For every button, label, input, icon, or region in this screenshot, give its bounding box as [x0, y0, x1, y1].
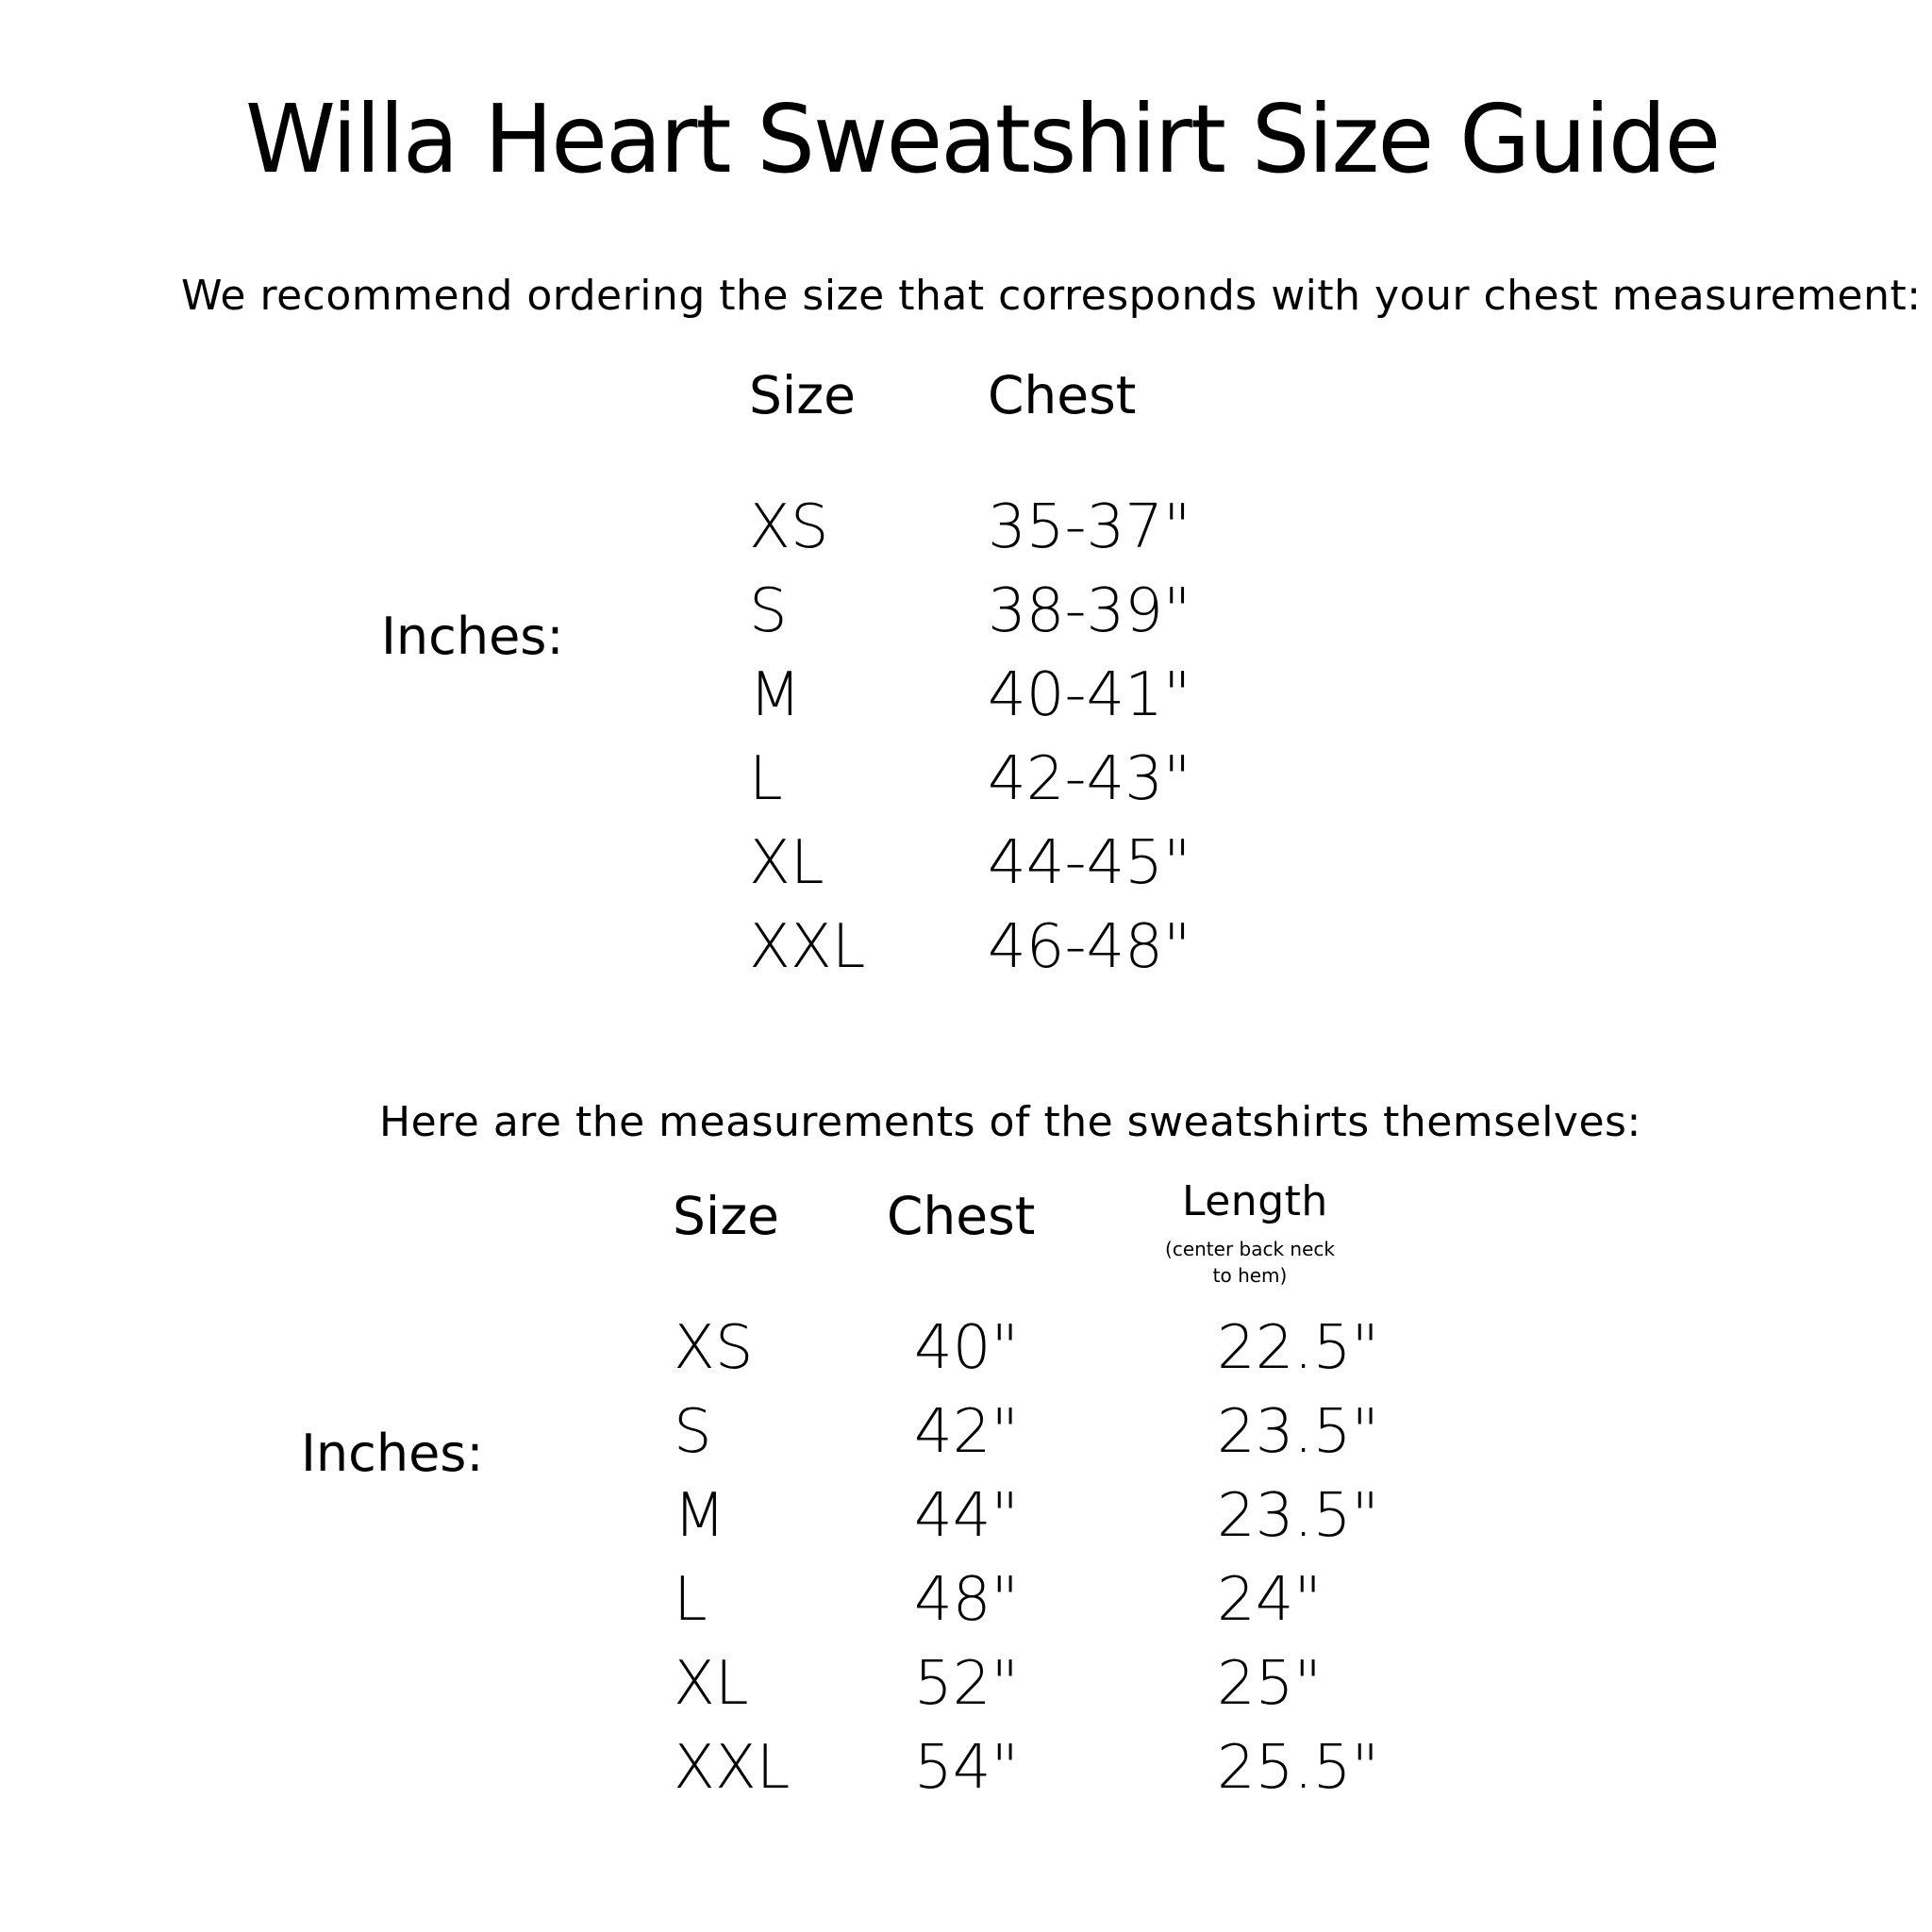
size-cell: XXL: [749, 912, 866, 982]
unit-label: Inches:: [381, 607, 564, 666]
length-cell: 25": [1217, 1649, 1322, 1719]
size-cell: XXL: [674, 1733, 791, 1803]
measurements-intro: Here are the measurements of the sweatshirts themselves:: [379, 1098, 1641, 1146]
length-cell: 22.5": [1217, 1313, 1379, 1383]
chest-cell: 44": [914, 1481, 1019, 1551]
chest-cell: 38-39": [988, 576, 1191, 646]
size-cell: L: [749, 744, 783, 814]
length-cell: 23.5": [1217, 1481, 1379, 1551]
chest-cell: 48": [914, 1565, 1019, 1635]
unit-label: Inches:: [301, 1424, 484, 1483]
chest-cell: 44-45": [988, 828, 1191, 898]
chest-cell: 42-43": [988, 744, 1191, 814]
size-cell: XS: [674, 1313, 754, 1383]
size-cell: M: [749, 660, 802, 730]
chest-cell: 52": [914, 1649, 1019, 1719]
chest-cell: 40": [914, 1313, 1019, 1383]
size-cell: XS: [749, 492, 829, 562]
header-size: Size: [673, 1186, 779, 1246]
size-cell: XL: [674, 1649, 749, 1719]
length-note: [1160, 1236, 1340, 1289]
header-length: Length: [1182, 1177, 1328, 1225]
page-title: Willa Heart Sweatshirt Size Guide: [245, 84, 1720, 194]
size-cell: L: [674, 1565, 708, 1635]
size-cell: XL: [749, 828, 824, 898]
size-cell: S: [674, 1397, 712, 1467]
length-cell: 24": [1217, 1565, 1322, 1635]
size-cell: S: [749, 576, 788, 646]
chest-cell: 46-48": [988, 912, 1191, 982]
length-note-line2: to hem): [1212, 1264, 1288, 1287]
chest-cell: 42": [914, 1397, 1019, 1467]
header-chest: Chest: [887, 1186, 1036, 1246]
recommendation-intro: We recommend ordering the size that corresponds with your chest measurement:: [181, 272, 1922, 320]
chest-cell: 54": [914, 1733, 1019, 1803]
length-cell: 25.5": [1217, 1733, 1379, 1803]
chest-cell: 35-37": [988, 492, 1191, 562]
header-size: Size: [749, 365, 856, 425]
length-cell: 23.5": [1217, 1397, 1379, 1467]
chest-cell: 40-41": [988, 660, 1191, 730]
size-cell: M: [674, 1481, 726, 1551]
length-note-line1: (center back neck: [1165, 1238, 1335, 1260]
header-chest: Chest: [988, 365, 1137, 425]
